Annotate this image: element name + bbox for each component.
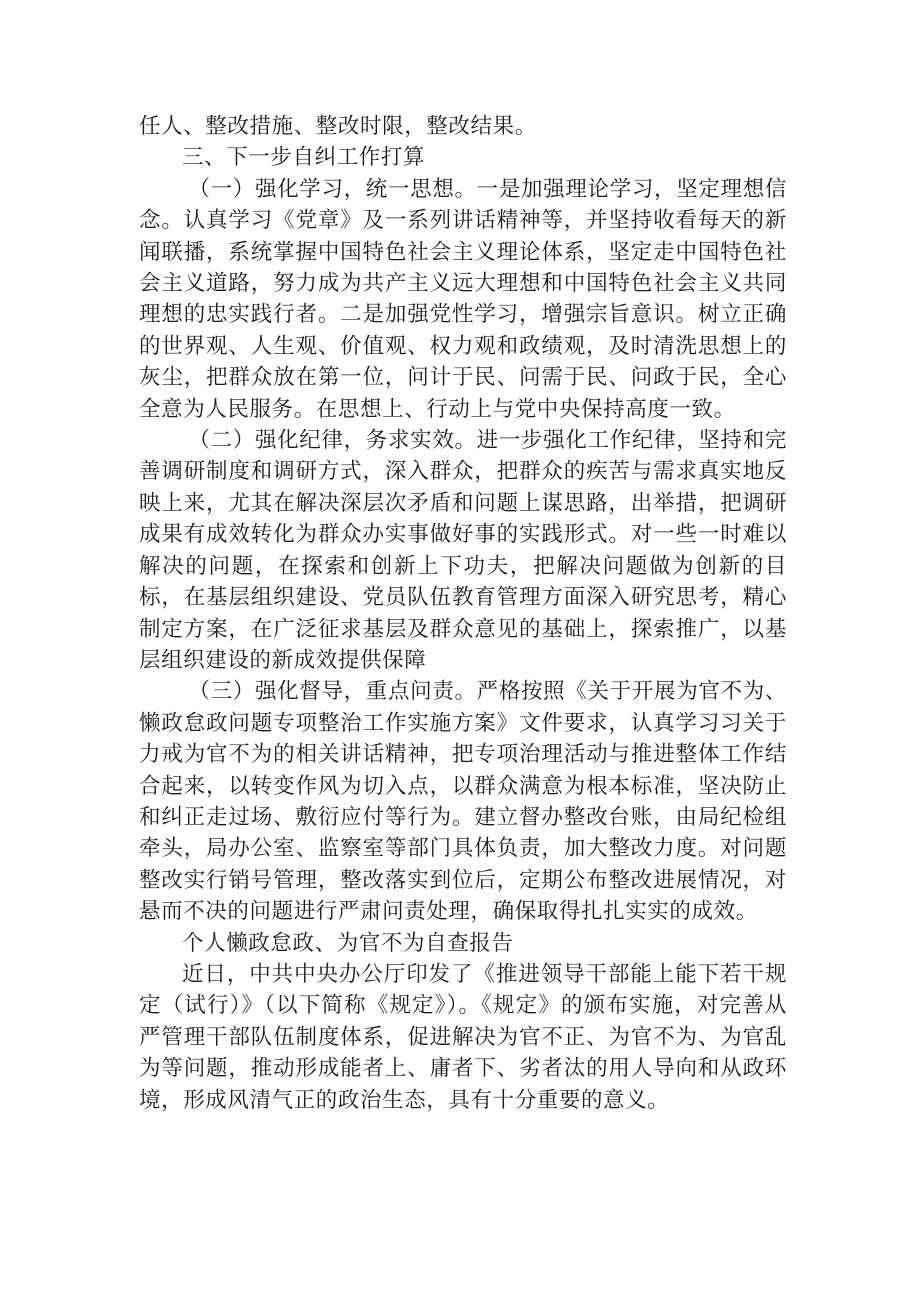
document-body bbox=[139, 111, 787, 1116]
paragraph-introduction: 近日，中共中央办公厅印发了《推进领导干部能上能下若干规定（试行）》（以下简称《规定》）。《规定》的颁布实施，对完善从严管理干部队伍制度体系，促进解决为官不正、为官不为、为官乱为等问题，推动形成能者上、庸者下、劣者汰的用人导向和从政环境，形成风清气正的政治生态，具有十分重要的意义。 bbox=[139, 961, 787, 1113]
paragraph-strengthen-supervision: （三）强化督导，重点问责。严格按照《关于开展为官不为、懒政怠政问题专项整治工作实施方案》文件要求，认真学习习关于力戒为官不为的相关讲话精神，把专项治理活动与推进整体工作结合起来，以转变作风为切入点，以群众满意为根本标准，坚决防止和纠正走过场、敷衍应付等行为。建立督办整改台账，由局纪检组牵头，局办公室、监察室等部门具体负责，加大整改力度。对问题整改实行销号管理，整改落实到位后，定期公布整改进展情况，对悬而不决的问题进行严肃问责处理，确保取得扎扎实实的成效。 bbox=[139, 679, 787, 925]
paragraph-strengthen-study: （一）强化学习，统一思想。一是加强理论学习，坚定理想信念。认真学习《党章》及一系列讲话精神等，并坚持收看每天的新闻联播，系统掌握中国特色社会主义理论体系，坚定走中国特色社会主义道路，努力成为共产主义远大理想和中国特色社会主义共同理想的忠实践行者。二是加强党性学习，增强宗旨意识。树立正确的世界观、人生观、价值观、权力观和政绩观，及时清洗思想上的灰尘，把群众放在第一位，问计于民、问需于民、问政于民，全心全意为人民服务。在思想上、行动上与党中央保持高度一致。 bbox=[139, 176, 787, 422]
paragraph-strengthen-discipline: （二）强化纪律，务求实效。进一步强化工作纪律，坚持和完善调研制度和调研方式，深入群众，把群众的疾苦与需求真实地反映上来，尤其在解决深层次矛盾和问题上谋思路，出举措，把调研成果有成效转化为群众办实事做好事的实践形式。对一些一时难以解决的问题，在探索和创新上下功夫，把解决问题做为创新的目标，在基层组织建设、党员队伍教育管理方面深入研究思考，精心制定方案，在广泛征求基层及群众意见的基础上，探索推广，以基层组织建设的新成效提供保障 bbox=[139, 428, 787, 673]
section-heading-next-steps: 三、下一步自纠工作打算 bbox=[182, 145, 426, 171]
continuation-paragraph: 任人、整改措施、整改时限，整改结果。 bbox=[139, 114, 537, 139]
report-title: 个人懒政怠政、为官不为自查报告 bbox=[182, 930, 514, 956]
